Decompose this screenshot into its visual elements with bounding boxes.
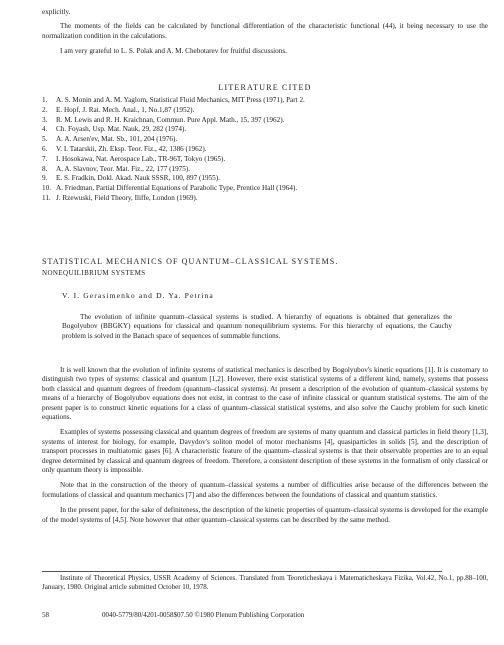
- article-body: [42, 366, 488, 525]
- reference-text: E. Hopf, J. Rat. Mech. Anal., 1, No.1,87 (1952).: [56, 105, 195, 114]
- footnote: [42, 574, 488, 592]
- reference-item: [42, 165, 488, 175]
- article-title: STATISTICAL MECHANICS OF QUANTUM–CLASSICAL SYSTEMS.: [42, 257, 339, 266]
- body-paragraph: Examples of systems possessing classical and quantum degrees of freedom are systems of many quantum and classical particles in field theory [1,3], systems of interest for biology, for example, Davydov's soliton model of motor mechanisms [4], quasiparticles in solids [5], and the description of transport processes in multiatomic gases [6]. A characteristic feature of the quantum–classical systems is that their observable properties are to an equal degree determined by classical and quantum degrees of freedom. Therefore, a consistent description of these systems in the formalism of only classical or only quantum theory is impossible.: [42, 428, 488, 475]
- footnote-text: Institute of Theoretical Physics, USSR Academy of Sciences. Translated from Teoreticheskaya i Matematicheskaya Fizika, Vol.42, No.1, pp.88–100, January, 1980. Original article submitted October 10, 1978.: [42, 574, 488, 591]
- reference-item: [42, 116, 488, 126]
- copyright-code: 0040-5779/80/4201-0058$07.50 ©1980 Plenum Publishing Corporation: [102, 611, 305, 619]
- reference-number: 8.: [42, 164, 48, 173]
- reference-text: I. Hosokawa, Nat. Aerospace Lab., TR-96T, Tokyo (1965).: [56, 154, 226, 163]
- reference-list: [42, 96, 488, 204]
- reference-item: [42, 106, 488, 116]
- reference-number: 3.: [42, 115, 48, 124]
- reference-item: [42, 174, 488, 184]
- reference-item: [42, 96, 488, 106]
- reference-text: A. A. Slavnov, Teor. Mat. Fiz., 22, 177 (1975).: [56, 164, 191, 173]
- article-authors: V. I. Gerasimenko and D. Ya. Petrina: [62, 291, 214, 300]
- reference-text: A. S. Monin and A. M. Yaglom, Statistical Fluid Mechanics, MIT Press (1971), Part 2.: [56, 96, 305, 104]
- reference-number: 11.: [42, 193, 51, 202]
- page-number: 58: [42, 611, 49, 619]
- reference-item: [42, 155, 488, 165]
- acknowledgment: I am very grateful to L. S. Polak and A. M. Chebotarev for fruitful discussions.: [60, 47, 287, 56]
- body-paragraph: Note that in the construction of the theory of quantum–classical systems a number of difficulties arise because of the differences between the formulations of classical and quantum mechanics [7] and also the differences between the foundations of classical and quantum statistics.: [42, 481, 488, 499]
- literature-heading: LITERATURE CITED: [218, 83, 312, 92]
- reference-number: 2.: [42, 105, 48, 114]
- abstract-text: The evolution of infinite quantum–classical systems is studied. A hierarchy of equations is obtained that generalizes the Bogolyubov (BBGKY) equations for classical and quantum nonequilibrium systems. For this hierarchy of equations, the Cauchy problem is solved in the Banach space of sequences of summable functions.: [62, 313, 452, 340]
- reference-item: [42, 194, 488, 204]
- body-paragraph: In the present paper, for the sake of definiteness, the description of the kinetic properties of quantum–classical systems is developed for the example of the model systems of [4,5]. Note however that other quantum–classical systems can be described by the same method.: [42, 506, 488, 524]
- reference-text: Ch. Foyash, Usp. Mat. Nauk, 29, 282 (1974).: [56, 125, 187, 134]
- reference-text: V. I. Tatarskii, Zh. Eksp. Teor. Fiz., 42, 1386 (1962).: [56, 144, 207, 153]
- reference-number: 5.: [42, 135, 48, 144]
- reference-text: A. A. Arsen'ev, Mat. Sb., 101, 204 (1976).: [56, 135, 178, 144]
- abstract: [62, 313, 452, 341]
- reference-text: A. Friedman, Partial Differential Equations of Parabolic Type, Prentice Hall (1964).: [56, 184, 298, 193]
- reference-text: R. M. Lewis and R. H. Kraichnan, Commun. Pure Appl. Math., 15, 397 (1962).: [56, 115, 285, 124]
- body-paragraph: It is well known that the evolution of infinite systems of statistical mechanics is described by Bogolyubov's kinetic equations [1]. It is customary to distinguish two types of systems: classical and quantum [1,2]. However, there exist statistical systems of a different kind, namely, systems that possess both classical and quantum degrees of freedom (quantum–classical systems). At present a description of the evolution of quantum–classical systems by means of a hierarchy of Bogolyubov equations does not exist, in contrast to the case of infinite classical or quantum statistical systems. The aim of the present paper is to construct kinetic equations for a class of quantum–classical statistical systems, and also solve the Cauchy problem for such kinetic equations.: [42, 366, 488, 422]
- reference-item: [42, 135, 488, 145]
- reference-text: J. Rzewuski, Field Theory, Iliffe, London (1969).: [56, 193, 198, 202]
- reference-item: [42, 125, 488, 135]
- reference-number: 9.: [42, 174, 48, 183]
- reference-item: [42, 145, 488, 155]
- reference-item: [42, 184, 488, 194]
- reference-number: 7.: [42, 154, 48, 163]
- paragraph: The moments of the fields can be calculated by functional differentiation of the characteristic functional (44), it being necessary to use the normalization condition in the calculations.: [42, 22, 488, 40]
- article-subtitle: NONEQUILIBRIUM SYSTEMS: [42, 269, 146, 277]
- reference-number: 1.: [42, 96, 48, 104]
- reference-text: E. S. Fradkin, Dokl. Akad. Nauk SSSR, 100, 897 (1955).: [56, 174, 220, 183]
- previous-article-ending: [42, 8, 488, 57]
- reference-number: 10.: [42, 184, 51, 193]
- reference-number: 6.: [42, 144, 48, 153]
- page-footer: [42, 611, 488, 619]
- reference-number: 4.: [42, 125, 48, 134]
- footnote-divider: [42, 571, 442, 572]
- text-line: explicitly.: [42, 8, 71, 16]
